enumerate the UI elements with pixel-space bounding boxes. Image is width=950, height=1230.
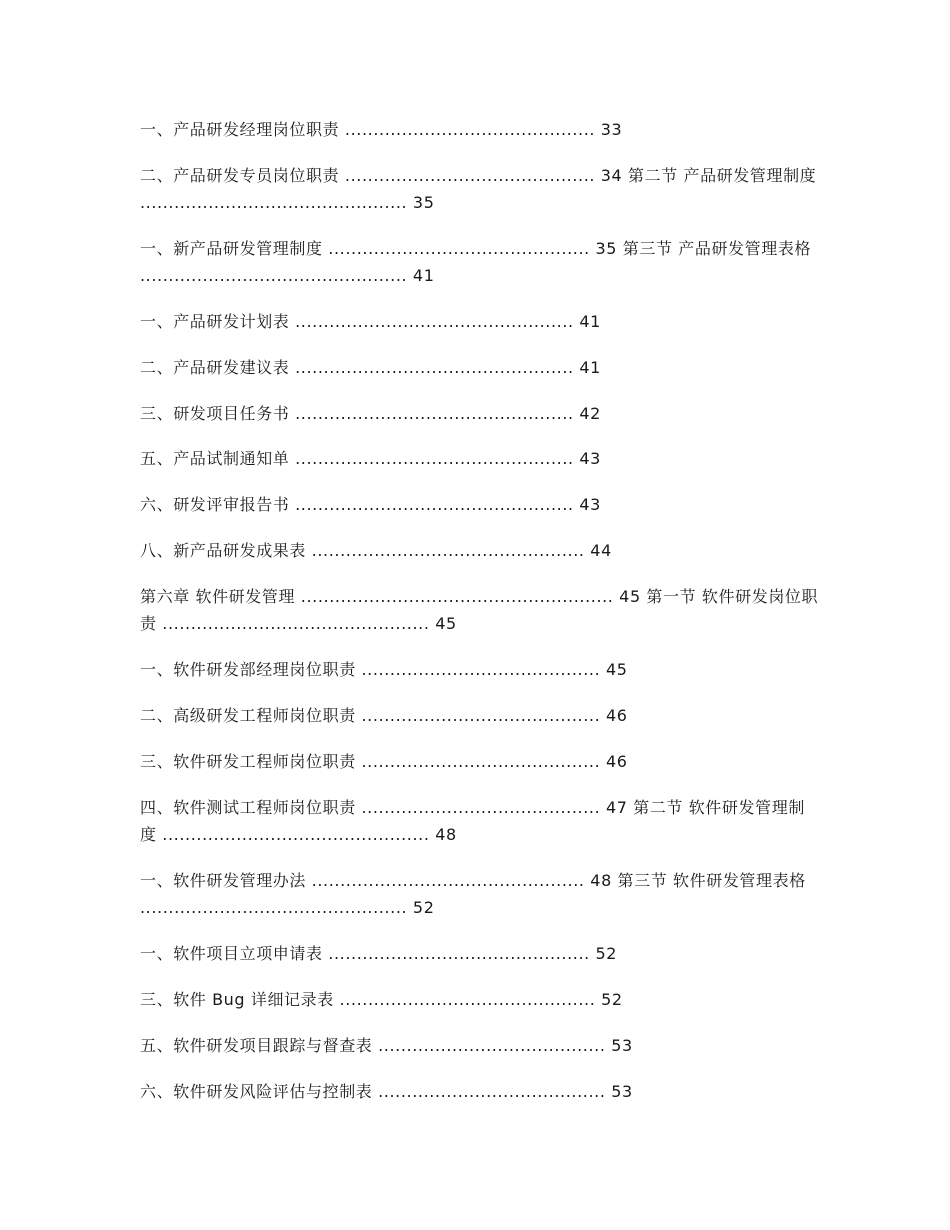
toc-entry: 一、新产品研发管理制度 .............................................. 35 第三节 产品研发管理表格 ............................................... 41 bbox=[140, 239, 817, 285]
toc-entry: 二、产品研发建议表 ................................................. 41 bbox=[140, 358, 601, 377]
toc-entry: 一、软件研发部经理岗位职责 .......................................... 45 bbox=[140, 660, 628, 679]
toc-entry: 一、产品研发计划表 ................................................. 41 bbox=[140, 312, 601, 331]
toc-entry: 二、高级研发工程师岗位职责 .......................................... 46 bbox=[140, 706, 628, 725]
toc-entry: 六、研发评审报告书 ................................................. 43 bbox=[140, 495, 601, 514]
toc-entry: 二、产品研发专员岗位职责 ............................................ 34 第二节 产品研发管理制度 ............................................... 35 bbox=[140, 166, 822, 212]
toc-entry: 第六章 软件研发管理 ....................................................... 45 第一节 软件研发岗位职责 ............................................... 45 bbox=[140, 587, 819, 633]
toc-entry: 三、软件研发工程师岗位职责 .......................................... 46 bbox=[140, 752, 628, 771]
toc-entry: 六、软件研发风险评估与控制表 ........................................ 53 bbox=[140, 1082, 633, 1101]
toc-entry: 八、新产品研发成果表 ................................................ 44 bbox=[140, 541, 612, 560]
toc-entry: 五、产品试制通知单 ................................................. 43 bbox=[140, 449, 601, 468]
toc-entry: 三、研发项目任务书 ................................................. 42 bbox=[140, 404, 601, 423]
toc-entry: 一、软件项目立项申请表 .............................................. 52 bbox=[140, 944, 618, 963]
toc-entry: 五、软件研发项目跟踪与督查表 ........................................ 53 bbox=[140, 1036, 633, 1055]
toc-entry: 一、软件研发管理办法 ................................................ 48 第三节 软件研发管理表格 ............................................... 52 bbox=[140, 871, 812, 917]
toc-entry: 三、软件 Bug 详细记录表 ............................................. 52 bbox=[140, 990, 623, 1009]
toc-entry: 四、软件测试工程师岗位职责 .......................................... 47 第二节 软件研发管理制度 ............................................... 48 bbox=[140, 798, 805, 844]
toc-entry: 一、产品研发经理岗位职责 ............................................ 33 bbox=[140, 120, 623, 139]
